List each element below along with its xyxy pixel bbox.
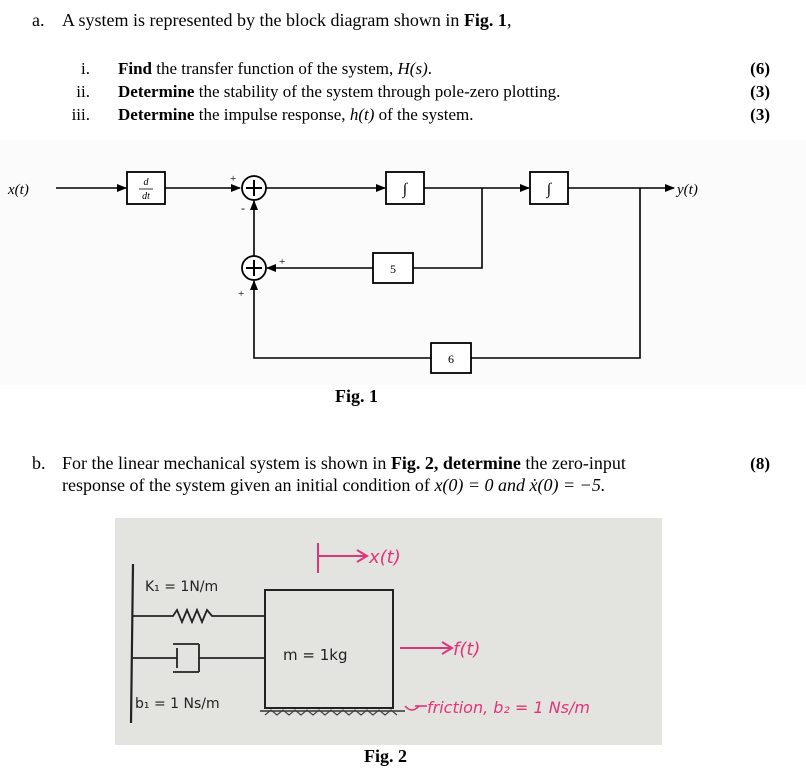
part-a-intro-fig: Fig. 1: [463, 10, 507, 30]
part-b-line1-post: the zero-input: [520, 453, 626, 473]
sum1-bottom-sign: -: [241, 201, 245, 215]
part-b-label: b.: [32, 453, 46, 473]
part-a-intro-text: A system is represented by the block diagram shown in: [62, 10, 464, 30]
item-2-verb: Determine: [118, 82, 195, 101]
item-3-text: [118, 103, 474, 126]
displacement-label: x(t): [369, 547, 401, 568]
part-a-intro: [62, 9, 511, 31]
sum2-bottom-sign: +: [238, 288, 245, 300]
integrator-2-symbol: ∫: [546, 181, 552, 198]
output-label: y(t): [677, 182, 698, 198]
part-b-initial-conditions: x(0) = 0 and ẋ(0) = −5.: [434, 475, 606, 495]
item-2-body: the stability of the system through pole-zero plotting.: [194, 82, 561, 101]
item-1-text: [118, 57, 432, 80]
force-label: f(t): [453, 639, 481, 660]
derivative-block: [127, 172, 165, 204]
sum2-right-sign: +: [279, 256, 286, 268]
integrator-block-2: [530, 172, 568, 204]
derivative-bottom: dt: [142, 191, 150, 202]
item-3-number: iii.: [71, 105, 90, 124]
item-2-number: ii.: [76, 82, 90, 101]
gain-5-label: 5: [390, 262, 396, 276]
item-1-tail: .: [427, 59, 432, 78]
item-3-body: the impulse response,: [194, 105, 350, 124]
part-b-line2: [62, 474, 605, 496]
item-1-math: H(s): [397, 59, 428, 78]
integrator-block-1: [386, 172, 424, 204]
item-3-math: h(t): [349, 105, 375, 124]
item-1-number: i.: [81, 59, 90, 78]
item-2-marks: (3): [750, 82, 770, 101]
item-3-verb: Determine: [118, 105, 195, 124]
spring-label: K₁ = 1N/m: [145, 579, 219, 595]
part-b-line2-text: response of the system given an initial condition of: [62, 475, 435, 495]
gain-6-label: 6: [448, 352, 454, 366]
item-1-verb: Find: [118, 59, 153, 78]
part-b-line1-text: For the linear mechanical system is shown in: [62, 453, 391, 473]
friction-label: friction, b₂ = 1 Ns/m: [427, 698, 590, 717]
part-b-line1-bold: Fig. 2, determine: [390, 453, 521, 473]
mass-label: m = 1kg: [283, 646, 348, 664]
damper-label: b₁ = 1 Ns/m: [135, 696, 220, 712]
item-1-marks: (6): [750, 59, 770, 78]
fig2-caption: Fig. 2: [364, 746, 407, 766]
mechanical-system-photo: [115, 518, 662, 745]
item-2-text: [118, 80, 560, 103]
part-b-marks: (8): [750, 454, 770, 473]
sum1-left-sign: +: [230, 173, 237, 185]
gain-block-6: [431, 343, 471, 373]
fig1-caption: Fig. 1: [335, 386, 378, 406]
part-a-intro-post: ,: [506, 10, 512, 30]
integrator-1-symbol: ∫: [402, 181, 408, 198]
summing-junction-1: [242, 176, 266, 200]
input-label: x(t): [8, 182, 29, 198]
part-b-line1: [62, 452, 626, 474]
gain-block-5: [373, 253, 413, 283]
derivative-top: d: [143, 177, 149, 188]
block-diagram-fig1: [0, 140, 806, 385]
item-3-tail: of the system.: [374, 105, 474, 124]
part-a-label: a.: [32, 10, 45, 30]
summing-junction-2: [242, 256, 266, 280]
item-1-body: the transfer function of the system,: [152, 59, 398, 78]
item-3-marks: (3): [750, 105, 770, 124]
